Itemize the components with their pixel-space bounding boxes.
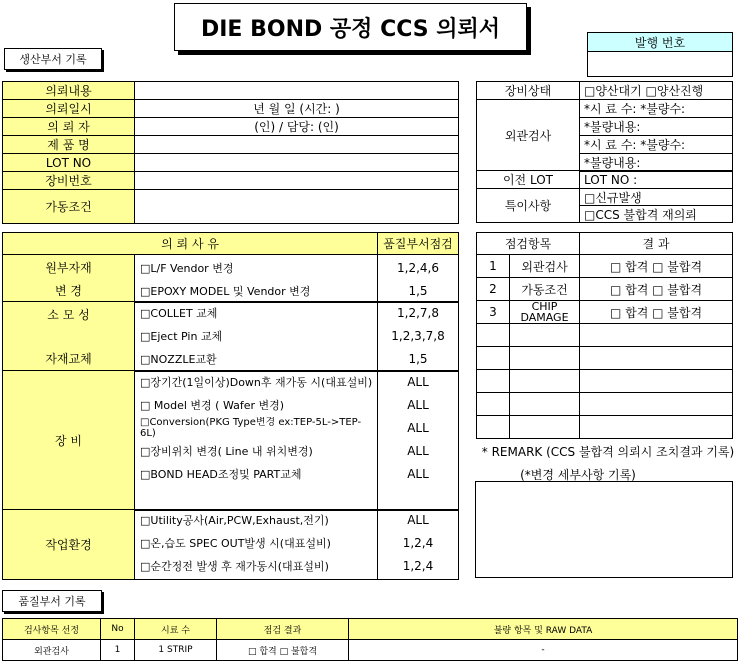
request-label: 의 뢰 자 bbox=[2, 117, 135, 136]
check-empty bbox=[476, 323, 510, 347]
reason-points: 1,2,4 bbox=[402, 559, 434, 573]
qa-header: No bbox=[100, 618, 135, 640]
points-header: 품질부서점검 bbox=[377, 232, 459, 255]
reason-header: 의 뢰 사 유 bbox=[2, 232, 378, 255]
visual-field[interactable]: *불량내용: bbox=[579, 117, 733, 136]
visual-field[interactable]: *시 료 수: *불량수: bbox=[579, 99, 733, 118]
reason-checkbox[interactable]: □L/F Vendor 변경 bbox=[140, 262, 234, 275]
reason-group bbox=[2, 509, 135, 580]
qa-header: 점검 결과 bbox=[216, 618, 349, 640]
check-result[interactable]: □ 합격 □ 불합격 bbox=[579, 277, 733, 301]
reason-checkbox[interactable]: □BOND HEAD조정및 PART교체 bbox=[140, 468, 302, 481]
reason-group bbox=[2, 370, 135, 511]
check-empty[interactable] bbox=[579, 415, 733, 439]
check-empty bbox=[476, 415, 510, 439]
prev-lot-label: 이전 LOT bbox=[476, 170, 580, 189]
special-label: 특이사항 bbox=[476, 188, 580, 223]
remark-sub: (*변경 세부사항 기록) bbox=[520, 467, 636, 482]
prev-lot-value[interactable]: LOT NO : bbox=[579, 170, 733, 189]
check-result-header: 결 과 bbox=[579, 232, 733, 255]
request-value[interactable] bbox=[134, 189, 459, 224]
check-empty[interactable] bbox=[579, 323, 733, 347]
equip-status-label: 장비상태 bbox=[476, 81, 580, 100]
request-label: 제 품 명 bbox=[2, 135, 135, 154]
request-label: 장비번호 bbox=[2, 171, 135, 190]
reason-checkbox[interactable]: □장비위치 변경( Line 내 위치변경) bbox=[140, 445, 313, 458]
reason-points: ALL bbox=[407, 421, 429, 435]
check-empty[interactable] bbox=[579, 346, 733, 370]
remark-text: * REMARK (CCS 불합격 의뢰시 조치결과 기록) bbox=[481, 444, 735, 459]
special-option-recheck[interactable]: □CCS 불합격 재의뢰 bbox=[579, 205, 733, 223]
issue-no-field[interactable] bbox=[587, 51, 733, 77]
special-option-new[interactable]: □신규발생 bbox=[579, 188, 733, 206]
reason-checkbox[interactable]: □장기간(1일이상)Down후 재가동 시(대표설비) bbox=[140, 376, 373, 389]
check-empty bbox=[476, 369, 510, 393]
check-empty bbox=[509, 392, 580, 416]
check-item: CHIP DAMAGE bbox=[509, 300, 580, 324]
check-empty bbox=[509, 323, 580, 347]
check-item-header: 점검항목 bbox=[476, 232, 580, 255]
check-no: 3 bbox=[476, 300, 510, 324]
reason-checkbox[interactable]: □ Model 변경 ( Wafer 변경) bbox=[140, 399, 285, 412]
qa-cell: 1 bbox=[100, 639, 135, 661]
reason-points: 1,2,7,8 bbox=[397, 306, 439, 320]
request-value[interactable] bbox=[134, 81, 459, 100]
check-empty[interactable] bbox=[579, 392, 733, 416]
section-production: 생산부서 기록 bbox=[4, 48, 102, 70]
group-label: 원부자재 bbox=[45, 260, 92, 275]
check-empty bbox=[509, 415, 580, 439]
qa-header: 시료 수 bbox=[134, 618, 217, 640]
reason-group bbox=[2, 254, 135, 303]
request-value[interactable] bbox=[134, 171, 459, 190]
reason-checkbox[interactable]: □COLLET 교체 bbox=[140, 307, 218, 320]
qa-cell: 1 STRIP bbox=[134, 639, 217, 661]
check-empty bbox=[476, 392, 510, 416]
visual-field[interactable]: *불량내용: bbox=[579, 153, 733, 172]
reason-checkbox[interactable]: □Utility공사(Air,PCW,Exhaust,전기) bbox=[140, 514, 329, 527]
group-label: 소 모 성 bbox=[47, 308, 90, 322]
check-empty bbox=[509, 369, 580, 393]
reason-checkbox[interactable]: □EPOXY MODEL 및 Vendor 변경 bbox=[140, 285, 311, 298]
page-title: DIE BOND 공정 CCS 의뢰서 bbox=[200, 16, 501, 42]
title-box bbox=[174, 3, 527, 51]
reason-checkbox[interactable]: □순간정전 발생 후 재가동시(대표설비) bbox=[140, 560, 329, 573]
reason-points: ALL bbox=[407, 444, 429, 458]
visual-label: 외관검사 bbox=[476, 99, 580, 171]
reason-checkbox[interactable]: □Eject Pin 교체 bbox=[140, 330, 223, 343]
check-no: 1 bbox=[476, 254, 510, 278]
group-label: 장 비 bbox=[55, 434, 82, 448]
qa-cell: - bbox=[348, 639, 738, 661]
group-label: 자재교체 bbox=[45, 352, 92, 366]
reason-points: ALL bbox=[407, 513, 429, 527]
reason-points: ALL bbox=[407, 375, 429, 389]
request-value[interactable] bbox=[134, 135, 459, 154]
reason-points: 1,2,4 bbox=[402, 536, 434, 550]
reason-points: 1,2,3,7,8 bbox=[391, 329, 445, 343]
reason-points: 1,5 bbox=[408, 352, 428, 366]
request-value[interactable]: (인) / 담당: (인) bbox=[134, 117, 459, 136]
qa-cell: 외관검사 bbox=[2, 639, 101, 661]
remark-box[interactable] bbox=[475, 481, 733, 578]
check-item: 가동조건 bbox=[509, 277, 580, 301]
request-label: 의뢰내용 bbox=[2, 81, 135, 100]
check-result[interactable]: □ 합격 □ 불합격 bbox=[579, 254, 733, 278]
reason-checkbox[interactable]: □NOZZLE교환 bbox=[140, 353, 217, 366]
check-result[interactable]: □ 합격 □ 불합격 bbox=[579, 300, 733, 324]
reason-points: ALL bbox=[407, 398, 429, 412]
reason-group bbox=[2, 301, 135, 372]
reason-points: ALL bbox=[407, 467, 429, 481]
qa-cell[interactable]: □ 합격 □ 불합격 bbox=[216, 639, 349, 661]
group-label: 변 경 bbox=[55, 283, 82, 298]
check-empty[interactable] bbox=[579, 369, 733, 393]
check-item: 외관검사 bbox=[509, 254, 580, 278]
visual-field[interactable]: *시 료 수: *불량수: bbox=[579, 135, 733, 154]
reason-checkbox[interactable]: □온,습도 SPEC OUT발생 시(대표설비) bbox=[140, 537, 331, 550]
request-value[interactable]: 년 월 일 (시간: ) bbox=[134, 99, 459, 118]
request-label: 가동조건 bbox=[2, 189, 135, 224]
qa-header: 불량 항목 및 RAW DATA bbox=[348, 618, 738, 640]
request-value[interactable] bbox=[134, 153, 459, 172]
check-empty bbox=[476, 346, 510, 370]
qa-header: 검사항목 선정 bbox=[2, 618, 101, 640]
section-qa: 품질부서 기록 bbox=[2, 590, 102, 612]
issue-no-label: 발행 번호 bbox=[587, 32, 733, 52]
equip-status-options[interactable]: □양산대기 □양산진행 bbox=[579, 81, 733, 100]
group-label: 작업환경 bbox=[45, 538, 92, 552]
request-label: 의뢰일시 bbox=[2, 99, 135, 118]
check-empty bbox=[509, 346, 580, 370]
reason-points: 1,2,4,6 bbox=[397, 261, 439, 275]
request-label: LOT NO bbox=[2, 153, 135, 172]
reason-checkbox[interactable]: □Conversion(PKG Type변경 ex:TEP-5L->TEP-6L) bbox=[140, 417, 362, 439]
check-no: 2 bbox=[476, 277, 510, 301]
reason-points: 1,5 bbox=[408, 284, 428, 298]
